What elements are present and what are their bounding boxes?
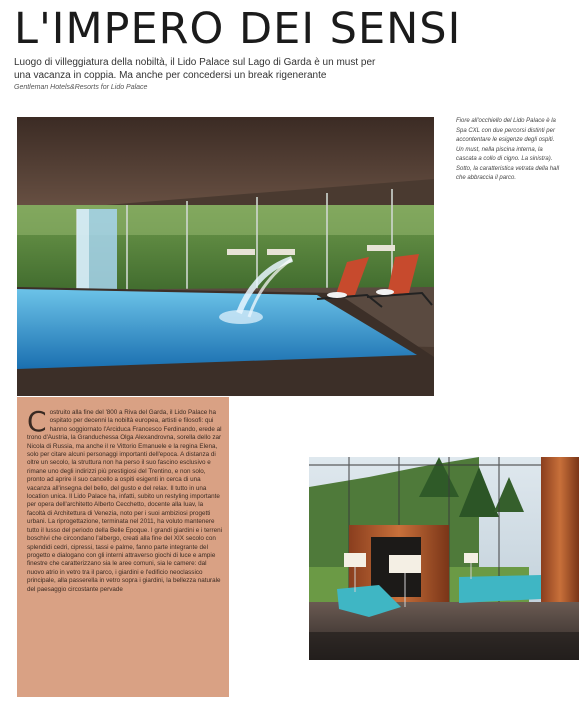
article-title: L'IMPERO DEI SENSI	[14, 4, 462, 54]
pool-illustration	[17, 117, 434, 396]
article-body	[27, 405, 222, 594]
article-subtitle: Luogo di villeggiatura della nobiltà, il Lido Palace sul Lago di Garda è un must per una vacanza in coppia. Ma anche per concedersi un break rigenerante	[14, 57, 376, 81]
photo-caption: Fiore all'occhiello del Lido Palace è la Spa CXL con due percorsi distinti per accontentare le esigenze degli ospiti. Un must, nella piscina interna, la cascata a collo di cigno. La sinistra). Sotto, la caratteristica vetrata della hall che abbraccia il parco.	[456, 118, 560, 181]
photo-credit: Gentleman Hotels&Resorts for Lido Palace	[14, 84, 148, 91]
hall-illustration	[309, 457, 579, 660]
drop-cap: C	[27, 405, 47, 438]
hotel-hall-photo	[309, 457, 579, 660]
body-text: ostruito alla fine del '800 a Riva del Garda, il Lido Palace ha ospitato per decenni la nobiltà europea, artisti e filosofi: qui hanno soggiornato l'Arciduca Francesco Ferdinando, erede al trono d'Austria, la Granduchessa Olga Alexandrovna, sorella dello zar Nicola di Russia, ma anche il re Vittorio Emanuele e la regina Elena, solo per citare alcuni personaggi importanti dell'epoca. A distanza di oltre un secolo, la struttura non ha perso il suo fascino esclusivo e rimane uno degli indirizzi più prestigiosi del Trentino, e non solo, pronto ad aprire il suo cancello a ospiti esigenti in cerca di una vacanza all'insegna del bello, del gusto e del relax. Il tutto in una location unica. Il Lido Palace ha, infatti, subito un restyling importante per opera dell'architetto Alberto Cecchetto, docente alla Iuav, la facoltà di Architettura di Venezia, noto per i suoi ambiziosi progetti urbani. La riprogettazione, terminata nel 2011, ha voluto mantenere tutto il lusso del periodo della Belle Epoque. I grandi giardini e i terreni boschivi che circondano l'albergo, creati alla fine del XIX secolo con splendidi cedri, cipressi, tassi e palme, fanno parte integrante del progetto e dialogano con gli interni attraverso giochi di luce e ampie finestre che caratterizzano sia le aree comuni, sia le camere: dal nuovo atrio in vetro tra il parco, i giardini e l'edificio neoclassico principale, alla passerella in vetro sopra i giardini, la bellezza naturale del paesaggio circostante pervade	[27, 409, 222, 593]
spa-pool-photo	[17, 117, 434, 396]
article-body-box	[17, 397, 229, 697]
